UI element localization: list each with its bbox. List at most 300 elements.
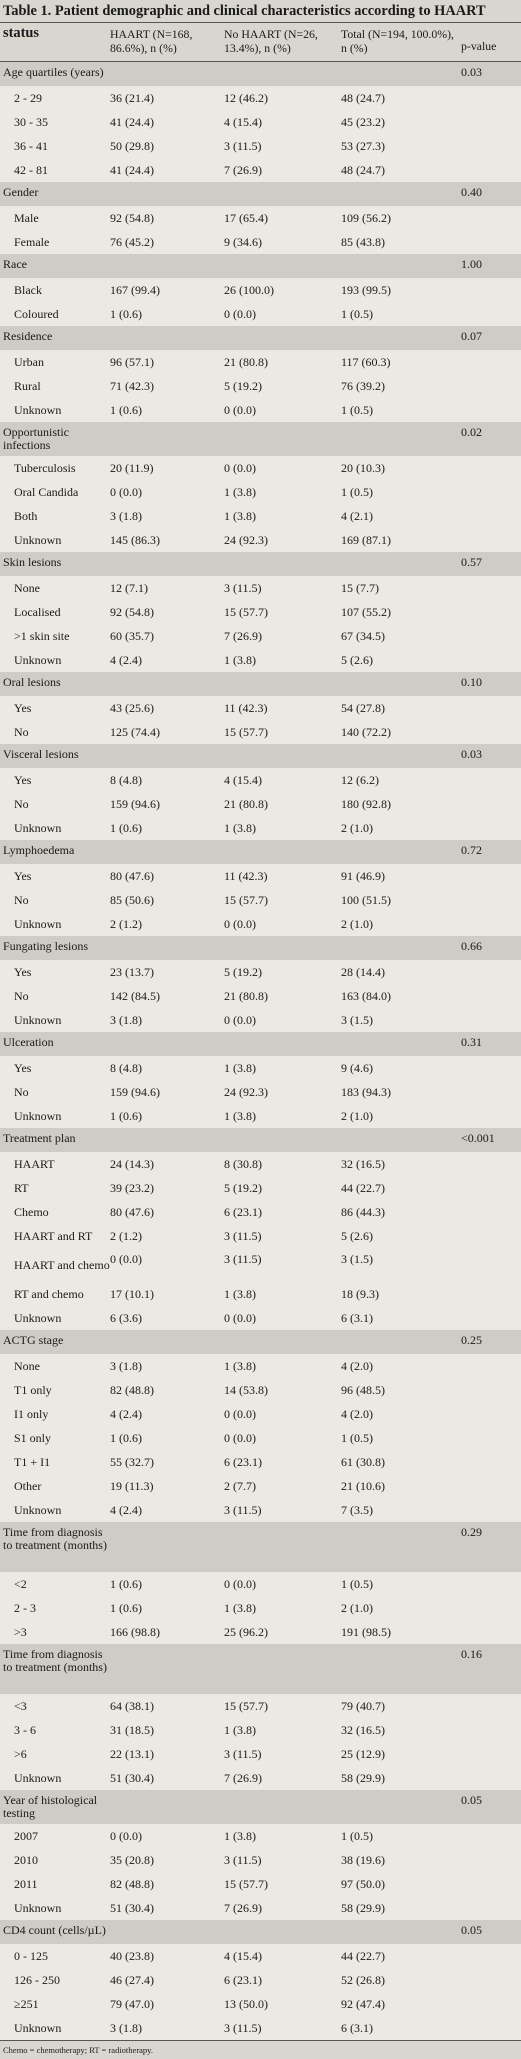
no-haart-cell: 21 (80.8) — [224, 988, 268, 1003]
table-row — [0, 1426, 521, 1450]
total-cell: 1 (0.5) — [341, 402, 373, 417]
section-row — [0, 1522, 521, 1572]
no-haart-cell: 0 (0.0) — [224, 460, 256, 475]
no-haart-cell: 1 (3.8) — [224, 1108, 256, 1123]
section-row — [0, 936, 521, 960]
table-row — [0, 1176, 521, 1200]
total-cell: 91 (46.9) — [341, 868, 385, 883]
row-label: <3 — [14, 1698, 27, 1713]
no-haart-cell: 21 (80.8) — [224, 796, 268, 811]
table-row — [0, 1248, 521, 1282]
haart-cell: 85 (50.6) — [110, 892, 154, 907]
table-row — [0, 1282, 521, 1306]
total-cell: 61 (30.8) — [341, 1454, 385, 1469]
table-row — [0, 278, 521, 302]
section-row — [0, 744, 521, 768]
total-cell: 28 (14.4) — [341, 964, 385, 979]
no-haart-cell: 3 (11.5) — [224, 1252, 262, 1266]
row-label: Coloured — [14, 306, 59, 321]
no-haart-cell: 9 (34.6) — [224, 234, 262, 249]
table-row — [0, 456, 521, 480]
total-cell: 58 (29.9) — [341, 1770, 385, 1785]
row-label: Unknown — [14, 1310, 62, 1325]
no-haart-cell: 1 (3.8) — [224, 1828, 256, 1843]
table-row — [0, 528, 521, 552]
total-cell: 6 (3.1) — [341, 2020, 373, 2035]
section-row — [0, 1330, 521, 1354]
section-label: Treatment plan — [3, 1131, 76, 1145]
total-cell: 15 (7.7) — [341, 580, 379, 595]
no-haart-cell: 0 (0.0) — [224, 916, 256, 931]
table-row — [0, 86, 521, 110]
section-row — [0, 1128, 521, 1152]
no-haart-cell: 11 (42.3) — [224, 868, 268, 883]
row-label: Rural — [14, 378, 41, 393]
table-row — [0, 1766, 521, 1790]
no-haart-cell: 5 (19.2) — [224, 378, 262, 393]
p-value-cell: 0.05 — [461, 1793, 482, 1807]
no-haart-cell: 15 (57.7) — [224, 724, 268, 739]
table-row — [0, 1620, 521, 1644]
table-row — [0, 960, 521, 984]
table-row — [0, 1402, 521, 1426]
haart-cell: 41 (24.4) — [110, 114, 154, 129]
table-row — [0, 230, 521, 254]
table-row — [0, 2016, 521, 2040]
p-value-cell: 0.03 — [461, 747, 482, 761]
table-row — [0, 912, 521, 936]
no-haart-cell: 15 (57.7) — [224, 604, 268, 619]
haart-cell: 159 (94.6) — [110, 796, 160, 811]
row-label: Yes — [14, 1060, 32, 1075]
row-label: 126 - 250 — [14, 1972, 60, 1987]
section-label: Time from diagnosis to treatment (months) — [3, 1647, 107, 1674]
no-haart-cell: 13 (50.0) — [224, 1996, 268, 2011]
total-cell: 5 (2.6) — [341, 1228, 373, 1243]
haart-cell: 12 (7.1) — [110, 580, 148, 595]
no-haart-cell: 3 (11.5) — [224, 580, 262, 595]
row-label: <2 — [14, 1576, 27, 1591]
total-cell: 54 (27.8) — [341, 700, 385, 715]
row-label: 2011 — [14, 1876, 38, 1891]
row-label: Yes — [14, 772, 32, 787]
section-label: Age quartiles (years) — [3, 65, 104, 79]
row-label: Unknown — [14, 532, 62, 547]
section-label: CD4 count (cells/µL) — [3, 1923, 106, 1937]
section-row — [0, 1032, 521, 1056]
no-haart-cell: 1 (3.8) — [224, 1286, 256, 1301]
no-haart-cell: 0 (0.0) — [224, 1012, 256, 1027]
haart-cell: 167 (99.4) — [110, 282, 160, 297]
total-cell: 44 (22.7) — [341, 1180, 385, 1195]
total-cell: 1 (0.5) — [341, 484, 373, 499]
total-cell: 52 (26.8) — [341, 1972, 385, 1987]
no-haart-cell: 1 (3.8) — [224, 1060, 256, 1075]
haart-cell: 79 (47.0) — [110, 1996, 154, 2011]
table-row — [0, 768, 521, 792]
p-value-cell: 0.02 — [461, 425, 482, 439]
haart-cell: 1 (0.6) — [110, 306, 142, 321]
total-cell: 163 (84.0) — [341, 988, 391, 1003]
row-label: Chemo — [14, 1204, 49, 1219]
row-label: 0 - 125 — [14, 1948, 48, 1963]
p-value-cell: 0.40 — [461, 185, 482, 199]
no-haart-cell: 0 (0.0) — [224, 402, 256, 417]
total-cell: 140 (72.2) — [341, 724, 391, 739]
table-title: Table 1. Patient demographic and clinical characteristics according to HAART status — [0, 0, 521, 22]
no-haart-cell: 0 (0.0) — [224, 1430, 256, 1445]
row-label: Urban — [14, 354, 44, 369]
row-label: None — [14, 1358, 40, 1373]
row-label: Oral Candida — [14, 484, 79, 499]
no-haart-cell: 6 (23.1) — [224, 1204, 262, 1219]
row-label: HAART and RT — [14, 1228, 93, 1243]
header-total: Total (N=194, 100.0%), n (%) — [341, 27, 454, 55]
total-cell: 58 (29.9) — [341, 1900, 385, 1915]
haart-cell: 20 (11.9) — [110, 460, 154, 475]
row-label: HAART — [14, 1156, 55, 1171]
table-row — [0, 504, 521, 528]
no-haart-cell: 3 (11.5) — [224, 2020, 262, 2035]
no-haart-cell: 5 (19.2) — [224, 964, 262, 979]
table-row — [0, 1718, 521, 1742]
total-cell: 79 (40.7) — [341, 1698, 385, 1713]
haart-cell: 40 (23.8) — [110, 1948, 154, 1963]
total-cell: 2 (1.0) — [341, 1108, 373, 1123]
haart-cell: 82 (48.8) — [110, 1876, 154, 1891]
haart-cell: 17 (10.1) — [110, 1286, 154, 1301]
total-cell: 38 (19.6) — [341, 1852, 385, 1867]
haart-cell: 1 (0.6) — [110, 1430, 142, 1445]
row-label: No — [14, 988, 29, 1003]
no-haart-cell: 0 (0.0) — [224, 1576, 256, 1591]
total-cell: 9 (4.6) — [341, 1060, 373, 1075]
table-row — [0, 1572, 521, 1596]
no-haart-cell: 3 (11.5) — [224, 138, 262, 153]
no-haart-cell: 7 (26.9) — [224, 1900, 262, 1915]
total-cell: 21 (10.6) — [341, 1478, 385, 1493]
row-label: ≥251 — [14, 1996, 39, 2011]
table-row — [0, 624, 521, 648]
table-row — [0, 1694, 521, 1718]
total-cell: 180 (92.8) — [341, 796, 391, 811]
row-label: 30 - 35 — [14, 114, 48, 129]
section-label: Fungating lesions — [3, 939, 89, 953]
no-haart-cell: 15 (57.7) — [224, 1876, 268, 1891]
row-label: No — [14, 1084, 29, 1099]
section-row — [0, 62, 521, 86]
total-cell: 100 (51.5) — [341, 892, 391, 907]
row-label: Unknown — [14, 1502, 62, 1517]
section-row — [0, 1920, 521, 1944]
p-value-cell: 0.07 — [461, 329, 482, 343]
row-label: Localised — [14, 604, 61, 619]
total-cell: 86 (44.3) — [341, 1204, 385, 1219]
haart-cell: 46 (27.4) — [110, 1972, 154, 1987]
row-label: Unknown — [14, 652, 62, 667]
no-haart-cell: 3 (11.5) — [224, 1502, 262, 1517]
haart-cell: 55 (32.7) — [110, 1454, 154, 1469]
table-row — [0, 888, 521, 912]
haart-cell: 35 (20.8) — [110, 1852, 154, 1867]
row-label: 3 - 6 — [14, 1722, 36, 1737]
section-label: Residence — [3, 329, 53, 343]
no-haart-cell: 8 (30.8) — [224, 1156, 262, 1171]
table-row — [0, 398, 521, 422]
total-cell: 20 (10.3) — [341, 460, 385, 475]
haart-cell: 1 (0.6) — [110, 1576, 142, 1591]
no-haart-cell: 7 (26.9) — [224, 1770, 262, 1785]
p-value-cell: 0.16 — [461, 1647, 482, 1661]
table-row — [0, 1944, 521, 1968]
total-cell: 25 (12.9) — [341, 1746, 385, 1761]
no-haart-cell: 7 (26.9) — [224, 162, 262, 177]
haart-cell: 159 (94.6) — [110, 1084, 160, 1099]
total-cell: 85 (43.8) — [341, 234, 385, 249]
row-label: RT — [14, 1180, 29, 1195]
haart-cell: 3 (1.8) — [110, 508, 142, 523]
header-p-value: p-value — [461, 39, 497, 53]
haart-cell: 41 (24.4) — [110, 162, 154, 177]
total-cell: 193 (99.5) — [341, 282, 391, 297]
table-row — [0, 720, 521, 744]
row-label: Male — [14, 210, 39, 225]
haart-cell: 51 (30.4) — [110, 1770, 154, 1785]
total-cell: 4 (2.0) — [341, 1358, 373, 1373]
no-haart-cell: 3 (11.5) — [224, 1852, 262, 1867]
haart-cell: 3 (1.8) — [110, 2020, 142, 2035]
haart-cell: 23 (13.7) — [110, 964, 154, 979]
table-row — [0, 206, 521, 230]
row-label: Other — [14, 1478, 42, 1493]
section-row — [0, 1644, 521, 1694]
section-row — [0, 422, 521, 456]
no-haart-cell: 12 (46.2) — [224, 90, 268, 105]
no-haart-cell: 26 (100.0) — [224, 282, 274, 297]
total-cell: 4 (2.1) — [341, 508, 373, 523]
no-haart-cell: 1 (3.8) — [224, 1722, 256, 1737]
row-label: Female — [14, 234, 50, 249]
table-row — [0, 302, 521, 326]
row-label: 36 - 41 — [14, 138, 48, 153]
row-label: Unknown — [14, 1108, 62, 1123]
no-haart-cell: 1 (3.8) — [224, 652, 256, 667]
table-row — [0, 864, 521, 888]
section-label: Ulceration — [3, 1035, 54, 1049]
no-haart-cell: 0 (0.0) — [224, 306, 256, 321]
table-row — [0, 1378, 521, 1402]
total-cell: 18 (9.3) — [341, 1286, 379, 1301]
row-label: Unknown — [14, 1770, 62, 1785]
no-haart-cell: 1 (3.8) — [224, 1358, 256, 1373]
haart-cell: 1 (0.6) — [110, 820, 142, 835]
p-value-cell: 0.66 — [461, 939, 482, 953]
table-row — [0, 600, 521, 624]
table-row — [0, 648, 521, 672]
haart-cell: 145 (86.3) — [110, 532, 160, 547]
table-row — [0, 984, 521, 1008]
section-label: Time from diagnosis to treatment (months) — [3, 1525, 107, 1552]
haart-cell: 19 (11.3) — [110, 1478, 154, 1493]
table-row — [0, 816, 521, 840]
haart-cell: 82 (48.8) — [110, 1382, 154, 1397]
no-haart-cell: 15 (57.7) — [224, 892, 268, 907]
total-cell: 1 (0.5) — [341, 306, 373, 321]
total-cell: 169 (87.1) — [341, 532, 391, 547]
row-label: No — [14, 796, 29, 811]
total-cell: 76 (39.2) — [341, 378, 385, 393]
total-cell: 107 (55.2) — [341, 604, 391, 619]
total-cell: 96 (48.5) — [341, 1382, 385, 1397]
table-row — [0, 374, 521, 398]
no-haart-cell: 25 (96.2) — [224, 1624, 268, 1639]
total-cell: 32 (16.5) — [341, 1156, 385, 1171]
row-label: Tuberculosis — [14, 460, 76, 475]
table-row — [0, 1152, 521, 1176]
header-no-haart: No HAART (N=26, 13.4%), n (%) — [224, 27, 318, 55]
table-row — [0, 350, 521, 374]
row-label: >3 — [14, 1624, 27, 1639]
no-haart-cell: 24 (92.3) — [224, 1084, 268, 1099]
row-label: >6 — [14, 1746, 27, 1761]
section-row — [0, 552, 521, 576]
row-label: Unknown — [14, 820, 62, 835]
table-row — [0, 134, 521, 158]
total-cell: 53 (27.3) — [341, 138, 385, 153]
no-haart-cell: 0 (0.0) — [224, 1406, 256, 1421]
no-haart-cell: 7 (26.9) — [224, 628, 262, 643]
table-row — [0, 1848, 521, 1872]
haart-cell: 71 (42.3) — [110, 378, 154, 393]
p-value-cell: 1.00 — [461, 257, 482, 271]
row-label: RT and chemo — [14, 1286, 84, 1301]
row-label: Unknown — [14, 1900, 62, 1915]
table-row — [0, 1596, 521, 1620]
p-value-cell: 0.25 — [461, 1333, 482, 1347]
row-label: 2 - 29 — [14, 90, 42, 105]
p-value-cell: 0.31 — [461, 1035, 482, 1049]
haart-cell: 0 (0.0) — [110, 1252, 142, 1266]
section-label: Year of histological testing — [3, 1793, 98, 1820]
table-row — [0, 1742, 521, 1766]
section-label: Race — [3, 257, 27, 271]
row-label: Unknown — [14, 916, 62, 931]
row-label: S1 only — [14, 1430, 52, 1445]
total-cell: 45 (23.2) — [341, 114, 385, 129]
no-haart-cell: 1 (3.8) — [224, 508, 256, 523]
row-label: HAART and chemo — [14, 1257, 110, 1272]
total-cell: 7 (3.5) — [341, 1502, 373, 1517]
no-haart-cell: 24 (92.3) — [224, 532, 268, 547]
no-haart-cell: 1 (3.8) — [224, 1600, 256, 1615]
row-label: Yes — [14, 700, 32, 715]
row-label: Unknown — [14, 2020, 62, 2035]
haart-cell: 31 (18.5) — [110, 1722, 154, 1737]
total-cell: 191 (98.5) — [341, 1624, 391, 1639]
no-haart-cell: 1 (3.8) — [224, 484, 256, 499]
total-cell: 2 (1.0) — [341, 1600, 373, 1615]
no-haart-cell: 2 (7.7) — [224, 1478, 256, 1493]
table-row — [0, 576, 521, 600]
no-haart-cell: 6 (23.1) — [224, 1972, 262, 1987]
row-label: T1 + I1 — [14, 1454, 51, 1469]
haart-cell: 142 (84.5) — [110, 988, 160, 1003]
section-row — [0, 254, 521, 278]
row-label: 2 - 3 — [14, 1600, 36, 1615]
table-row — [0, 1354, 521, 1378]
section-label: Lymphoedema — [3, 843, 75, 857]
total-cell: 44 (22.7) — [341, 1948, 385, 1963]
p-value-cell: 0.05 — [461, 1923, 482, 1937]
haart-cell: 3 (1.8) — [110, 1358, 142, 1373]
total-cell: 12 (6.2) — [341, 772, 379, 787]
haart-cell: 76 (45.2) — [110, 234, 154, 249]
total-cell: 48 (24.7) — [341, 90, 385, 105]
row-label: T1 only — [14, 1382, 52, 1397]
total-cell: 48 (24.7) — [341, 162, 385, 177]
row-label: None — [14, 580, 40, 595]
table-row — [0, 1824, 521, 1848]
haart-cell: 22 (13.1) — [110, 1746, 154, 1761]
header-haart: HAART (N=168, 86.6%), n (%) — [110, 27, 193, 55]
haart-cell: 64 (38.1) — [110, 1698, 154, 1713]
row-label: >1 skin site — [14, 628, 70, 643]
row-label: Black — [14, 282, 42, 297]
total-cell: 32 (16.5) — [341, 1722, 385, 1737]
haart-cell: 166 (98.8) — [110, 1624, 160, 1639]
p-value-cell: 0.10 — [461, 675, 482, 689]
table-row — [0, 1474, 521, 1498]
no-haart-cell: 5 (19.2) — [224, 1180, 262, 1195]
row-label: Yes — [14, 868, 32, 883]
haart-cell: 2 (1.2) — [110, 916, 142, 931]
haart-cell: 0 (0.0) — [110, 1828, 142, 1843]
haart-cell: 51 (30.4) — [110, 1900, 154, 1915]
haart-cell: 80 (47.6) — [110, 1204, 154, 1219]
haart-cell: 39 (23.2) — [110, 1180, 154, 1195]
total-cell: 92 (47.4) — [341, 1996, 385, 2011]
no-haart-cell: 15 (57.7) — [224, 1698, 268, 1713]
no-haart-cell: 14 (53.8) — [224, 1382, 268, 1397]
table-row — [0, 1896, 521, 1920]
section-label: Gender — [3, 185, 39, 199]
p-value-cell: 0.29 — [461, 1525, 482, 1539]
haart-cell: 4 (2.4) — [110, 1502, 142, 1517]
table-row — [0, 1968, 521, 1992]
table-row — [0, 110, 521, 134]
haart-cell: 6 (3.6) — [110, 1310, 142, 1325]
haart-cell: 60 (35.7) — [110, 628, 154, 643]
haart-cell: 96 (57.1) — [110, 354, 154, 369]
haart-cell: 50 (29.8) — [110, 138, 154, 153]
haart-cell: 1 (0.6) — [110, 402, 142, 417]
row-label: 2007 — [14, 1828, 38, 1843]
p-value-cell: 0.03 — [461, 65, 482, 79]
table-row — [0, 1200, 521, 1224]
no-haart-cell: 3 (11.5) — [224, 1746, 262, 1761]
row-label: Unknown — [14, 402, 62, 417]
no-haart-cell: 3 (11.5) — [224, 1228, 262, 1243]
row-label: No — [14, 892, 29, 907]
section-row — [0, 840, 521, 864]
row-label: I1 only — [14, 1406, 49, 1421]
section-row — [0, 326, 521, 350]
total-cell: 183 (94.3) — [341, 1084, 391, 1099]
no-haart-cell: 6 (23.1) — [224, 1454, 262, 1469]
no-haart-cell: 4 (15.4) — [224, 114, 262, 129]
total-cell: 3 (1.5) — [341, 1012, 373, 1027]
haart-cell: 4 (2.4) — [110, 1406, 142, 1421]
